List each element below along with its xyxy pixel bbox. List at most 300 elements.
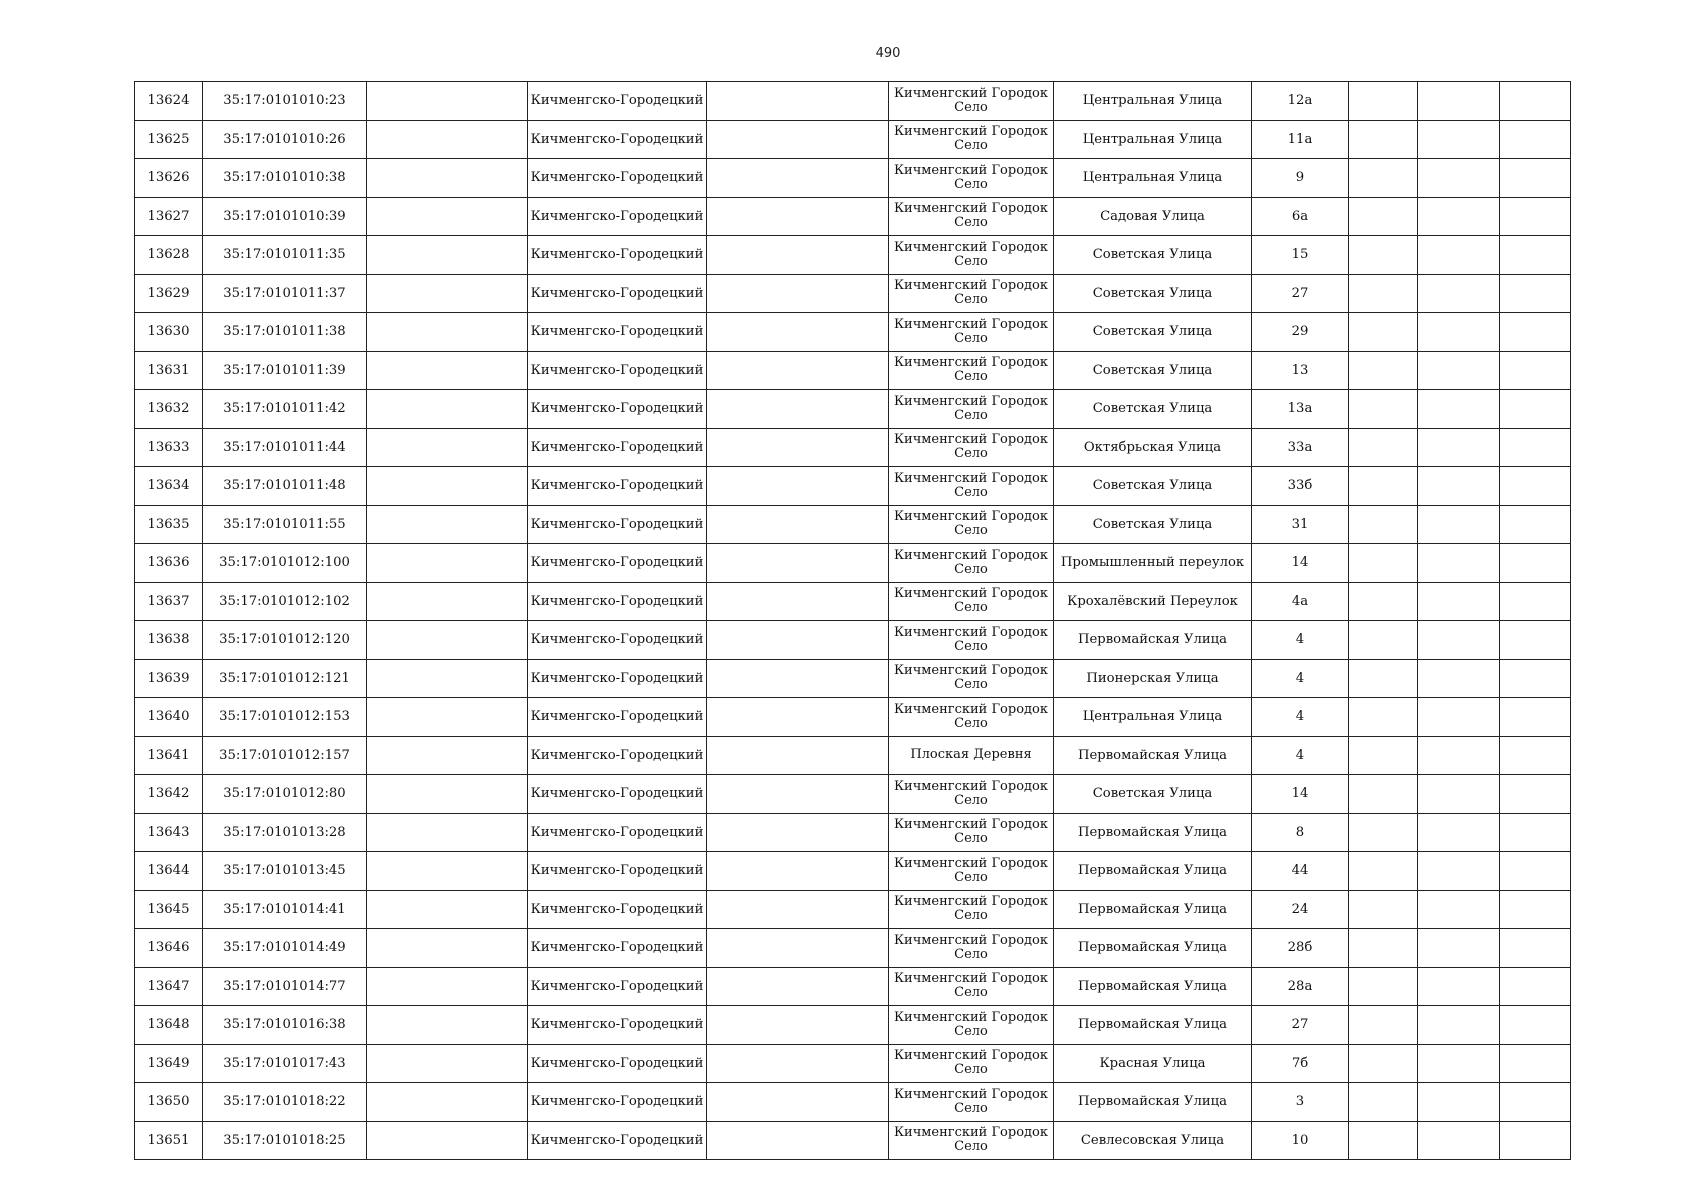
cadastral-number-cell: 35:17:0101011:39: [203, 351, 367, 390]
table-row: [135, 313, 1571, 352]
empty-col-10-cell: [1418, 544, 1500, 583]
cadastral-number-cell: 35:17:0101011:44: [203, 428, 367, 467]
cadastral-number-cell: 35:17:0101012:100: [203, 544, 367, 583]
record-number-cell: 13646: [135, 929, 203, 968]
empty-col-11-cell: [1500, 351, 1571, 390]
table-row: [135, 505, 1571, 544]
empty-col-9-cell: [1349, 428, 1418, 467]
empty-col-9-cell: [1349, 1006, 1418, 1045]
district-cell: Кичменгско-Городецкий: [528, 274, 707, 313]
empty-col-5-cell: [707, 428, 889, 467]
settlement-cell: Кичменгский Городок Село: [889, 659, 1054, 698]
record-number-cell: 13641: [135, 736, 203, 775]
empty-col-3-cell: [367, 659, 528, 698]
empty-col-11-cell: [1500, 274, 1571, 313]
record-number-cell: 13625: [135, 120, 203, 159]
empty-col-11-cell: [1500, 390, 1571, 429]
district-cell: Кичменгско-Городецкий: [528, 659, 707, 698]
settlement-cell: Кичменгский Городок Село: [889, 197, 1054, 236]
settlement-cell: Кичменгский Городок Село: [889, 544, 1054, 583]
settlement-cell: Кичменгский Городок Село: [889, 467, 1054, 506]
record-number-cell: 13633: [135, 428, 203, 467]
district-cell: Кичменгско-Городецкий: [528, 505, 707, 544]
empty-col-9-cell: [1349, 775, 1418, 814]
empty-col-9-cell: [1349, 659, 1418, 698]
record-number-cell: 13649: [135, 1044, 203, 1083]
empty-col-10-cell: [1418, 1006, 1500, 1045]
district-cell: Кичменгско-Городецкий: [528, 582, 707, 621]
empty-col-3-cell: [367, 621, 528, 660]
cadastral-number-cell: 35:17:0101012:153: [203, 698, 367, 737]
empty-col-10-cell: [1418, 351, 1500, 390]
empty-col-10-cell: [1418, 428, 1500, 467]
empty-col-5-cell: [707, 929, 889, 968]
empty-col-9-cell: [1349, 582, 1418, 621]
settlement-cell: Кичменгский Городок Село: [889, 390, 1054, 429]
cadastral-number-cell: 35:17:0101010:26: [203, 120, 367, 159]
district-cell: Кичменгско-Городецкий: [528, 159, 707, 198]
empty-col-3-cell: [367, 890, 528, 929]
district-cell: Кичменгско-Городецкий: [528, 467, 707, 506]
empty-col-5-cell: [707, 505, 889, 544]
house-number-cell: 28а: [1252, 967, 1349, 1006]
street-cell: Советская Улица: [1054, 351, 1252, 390]
cadastral-number-cell: 35:17:0101012:80: [203, 775, 367, 814]
empty-col-10-cell: [1418, 890, 1500, 929]
record-number-cell: 13647: [135, 967, 203, 1006]
empty-col-5-cell: [707, 813, 889, 852]
empty-col-9-cell: [1349, 82, 1418, 121]
settlement-cell: Кичменгский Городок Село: [889, 120, 1054, 159]
table-row: [135, 120, 1571, 159]
empty-col-9-cell: [1349, 390, 1418, 429]
empty-col-10-cell: [1418, 467, 1500, 506]
record-number-cell: 13640: [135, 698, 203, 737]
empty-col-11-cell: [1500, 159, 1571, 198]
settlement-cell: Кичменгский Городок Село: [889, 967, 1054, 1006]
table-row: [135, 159, 1571, 198]
empty-col-3-cell: [367, 351, 528, 390]
empty-col-10-cell: [1418, 236, 1500, 275]
empty-col-5-cell: [707, 351, 889, 390]
empty-col-5-cell: [707, 544, 889, 583]
empty-col-9-cell: [1349, 1083, 1418, 1122]
record-number-cell: 13630: [135, 313, 203, 352]
cadastral-number-cell: 35:17:0101012:102: [203, 582, 367, 621]
settlement-cell: Кичменгский Городок Село: [889, 775, 1054, 814]
cadastral-number-cell: 35:17:0101017:43: [203, 1044, 367, 1083]
empty-col-10-cell: [1418, 736, 1500, 775]
table-row: [135, 390, 1571, 429]
district-cell: Кичменгско-Городецкий: [528, 621, 707, 660]
settlement-cell: Кичменгский Городок Село: [889, 698, 1054, 737]
empty-col-9-cell: [1349, 929, 1418, 968]
empty-col-11-cell: [1500, 197, 1571, 236]
cadastral-number-cell: 35:17:0101011:37: [203, 274, 367, 313]
street-cell: Советская Улица: [1054, 390, 1252, 429]
empty-col-10-cell: [1418, 929, 1500, 968]
settlement-cell: Кичменгский Городок Село: [889, 274, 1054, 313]
record-number-cell: 13650: [135, 1083, 203, 1122]
empty-col-5-cell: [707, 467, 889, 506]
empty-col-10-cell: [1418, 1044, 1500, 1083]
record-number-cell: 13628: [135, 236, 203, 275]
district-cell: Кичменгско-Городецкий: [528, 698, 707, 737]
settlement-cell: Кичменгский Городок Село: [889, 621, 1054, 660]
record-number-cell: 13642: [135, 775, 203, 814]
street-cell: Пионерская Улица: [1054, 659, 1252, 698]
cadastral-number-cell: 35:17:0101011:35: [203, 236, 367, 275]
settlement-cell: Кичменгский Городок Село: [889, 852, 1054, 891]
street-cell: Советская Улица: [1054, 467, 1252, 506]
district-cell: Кичменгско-Городецкий: [528, 120, 707, 159]
cadastral-number-cell: 35:17:0101013:45: [203, 852, 367, 891]
street-cell: Центральная Улица: [1054, 120, 1252, 159]
table-row: [135, 544, 1571, 583]
empty-col-9-cell: [1349, 890, 1418, 929]
record-number-cell: 13624: [135, 82, 203, 121]
empty-col-5-cell: [707, 120, 889, 159]
cadastral-number-cell: 35:17:0101014:49: [203, 929, 367, 968]
empty-col-9-cell: [1349, 621, 1418, 660]
cadastral-number-cell: 35:17:0101012:157: [203, 736, 367, 775]
empty-col-3-cell: [367, 775, 528, 814]
table-row: [135, 813, 1571, 852]
empty-col-11-cell: [1500, 621, 1571, 660]
empty-col-9-cell: [1349, 159, 1418, 198]
empty-col-11-cell: [1500, 505, 1571, 544]
street-cell: Первомайская Улица: [1054, 890, 1252, 929]
cadastral-number-cell: 35:17:0101012:121: [203, 659, 367, 698]
empty-col-11-cell: [1500, 775, 1571, 814]
street-cell: Центральная Улица: [1054, 159, 1252, 198]
empty-col-11-cell: [1500, 736, 1571, 775]
district-cell: Кичменгско-Городецкий: [528, 813, 707, 852]
empty-col-9-cell: [1349, 1121, 1418, 1160]
house-number-cell: 12а: [1252, 82, 1349, 121]
empty-col-11-cell: [1500, 313, 1571, 352]
settlement-cell: Кичменгский Городок Село: [889, 929, 1054, 968]
empty-col-3-cell: [367, 390, 528, 429]
street-cell: Первомайская Улица: [1054, 852, 1252, 891]
record-number-cell: 13632: [135, 390, 203, 429]
empty-col-11-cell: [1500, 120, 1571, 159]
empty-col-9-cell: [1349, 967, 1418, 1006]
empty-col-9-cell: [1349, 852, 1418, 891]
cadastral-number-cell: 35:17:0101010:23: [203, 82, 367, 121]
empty-col-5-cell: [707, 197, 889, 236]
empty-col-5-cell: [707, 659, 889, 698]
empty-col-3-cell: [367, 82, 528, 121]
empty-col-10-cell: [1418, 1121, 1500, 1160]
record-number-cell: 13644: [135, 852, 203, 891]
registry-body: [135, 82, 1571, 1160]
empty-col-11-cell: [1500, 1044, 1571, 1083]
table-row: [135, 852, 1571, 891]
empty-col-3-cell: [367, 236, 528, 275]
table-row: [135, 467, 1571, 506]
empty-col-10-cell: [1418, 197, 1500, 236]
empty-col-3-cell: [367, 274, 528, 313]
house-number-cell: 15: [1252, 236, 1349, 275]
street-cell: Садовая Улица: [1054, 197, 1252, 236]
table-row: [135, 659, 1571, 698]
empty-col-5-cell: [707, 890, 889, 929]
table-row: [135, 197, 1571, 236]
district-cell: Кичменгско-Городецкий: [528, 390, 707, 429]
page-number: 490: [875, 46, 901, 61]
record-number-cell: 13627: [135, 197, 203, 236]
empty-col-10-cell: [1418, 621, 1500, 660]
empty-col-3-cell: [367, 159, 528, 198]
empty-col-11-cell: [1500, 544, 1571, 583]
cadastral-number-cell: 35:17:0101013:28: [203, 813, 367, 852]
table-row: [135, 428, 1571, 467]
district-cell: Кичменгско-Городецкий: [528, 929, 707, 968]
settlement-cell: Кичменгский Городок Село: [889, 505, 1054, 544]
empty-col-3-cell: [367, 582, 528, 621]
empty-col-11-cell: [1500, 929, 1571, 968]
registry-table: [134, 81, 1571, 1160]
table-row: [135, 621, 1571, 660]
empty-col-3-cell: [367, 967, 528, 1006]
empty-col-9-cell: [1349, 313, 1418, 352]
house-number-cell: 3: [1252, 1083, 1349, 1122]
street-cell: Крохалёвский Переулок: [1054, 582, 1252, 621]
district-cell: Кичменгско-Городецкий: [528, 197, 707, 236]
empty-col-10-cell: [1418, 120, 1500, 159]
street-cell: Советская Улица: [1054, 775, 1252, 814]
house-number-cell: 27: [1252, 1006, 1349, 1045]
empty-col-5-cell: [707, 1006, 889, 1045]
empty-col-11-cell: [1500, 428, 1571, 467]
settlement-cell: Кичменгский Городок Село: [889, 890, 1054, 929]
empty-col-5-cell: [707, 582, 889, 621]
empty-col-3-cell: [367, 813, 528, 852]
empty-col-9-cell: [1349, 736, 1418, 775]
street-cell: Первомайская Улица: [1054, 813, 1252, 852]
house-number-cell: 44: [1252, 852, 1349, 891]
street-cell: Красная Улица: [1054, 1044, 1252, 1083]
house-number-cell: 6а: [1252, 197, 1349, 236]
street-cell: Советская Улица: [1054, 274, 1252, 313]
district-cell: Кичменгско-Городецкий: [528, 428, 707, 467]
empty-col-10-cell: [1418, 659, 1500, 698]
empty-col-11-cell: [1500, 467, 1571, 506]
empty-col-5-cell: [707, 1121, 889, 1160]
empty-col-5-cell: [707, 313, 889, 352]
house-number-cell: 28б: [1252, 929, 1349, 968]
settlement-cell: Кичменгский Городок Село: [889, 813, 1054, 852]
cadastral-number-cell: 35:17:0101018:25: [203, 1121, 367, 1160]
empty-col-5-cell: [707, 698, 889, 737]
district-cell: Кичменгско-Городецкий: [528, 236, 707, 275]
house-number-cell: 33а: [1252, 428, 1349, 467]
empty-col-3-cell: [367, 1083, 528, 1122]
record-number-cell: 13634: [135, 467, 203, 506]
empty-col-10-cell: [1418, 967, 1500, 1006]
settlement-cell: Кичменгский Городок Село: [889, 159, 1054, 198]
street-cell: Советская Улица: [1054, 236, 1252, 275]
house-number-cell: 29: [1252, 313, 1349, 352]
record-number-cell: 13643: [135, 813, 203, 852]
empty-col-11-cell: [1500, 852, 1571, 891]
district-cell: Кичменгско-Городецкий: [528, 775, 707, 814]
empty-col-10-cell: [1418, 390, 1500, 429]
district-cell: Кичменгско-Городецкий: [528, 351, 707, 390]
record-number-cell: 13635: [135, 505, 203, 544]
empty-col-5-cell: [707, 852, 889, 891]
table-row: [135, 1083, 1571, 1122]
house-number-cell: 9: [1252, 159, 1349, 198]
empty-col-9-cell: [1349, 351, 1418, 390]
empty-col-10-cell: [1418, 1083, 1500, 1122]
district-cell: Кичменгско-Городецкий: [528, 544, 707, 583]
house-number-cell: 8: [1252, 813, 1349, 852]
cadastral-number-cell: 35:17:0101011:48: [203, 467, 367, 506]
empty-col-9-cell: [1349, 197, 1418, 236]
settlement-cell: Кичменгский Городок Село: [889, 236, 1054, 275]
empty-col-5-cell: [707, 775, 889, 814]
cadastral-number-cell: 35:17:0101014:41: [203, 890, 367, 929]
house-number-cell: 4а: [1252, 582, 1349, 621]
empty-col-3-cell: [367, 467, 528, 506]
district-cell: Кичменгско-Городецкий: [528, 1006, 707, 1045]
empty-col-3-cell: [367, 698, 528, 737]
settlement-cell: Кичменгский Городок Село: [889, 582, 1054, 621]
settlement-cell: Кичменгский Городок Село: [889, 1006, 1054, 1045]
settlement-cell: Кичменгский Городок Село: [889, 1044, 1054, 1083]
house-number-cell: 4: [1252, 698, 1349, 737]
settlement-cell: Кичменгский Городок Село: [889, 428, 1054, 467]
empty-col-10-cell: [1418, 852, 1500, 891]
record-number-cell: 13637: [135, 582, 203, 621]
empty-col-9-cell: [1349, 813, 1418, 852]
empty-col-9-cell: [1349, 698, 1418, 737]
empty-col-11-cell: [1500, 813, 1571, 852]
table-row: [135, 775, 1571, 814]
street-cell: Первомайская Улица: [1054, 621, 1252, 660]
empty-col-3-cell: [367, 1006, 528, 1045]
district-cell: Кичменгско-Городецкий: [528, 313, 707, 352]
empty-col-11-cell: [1500, 82, 1571, 121]
empty-col-10-cell: [1418, 159, 1500, 198]
settlement-cell: Кичменгский Городок Село: [889, 82, 1054, 121]
empty-col-9-cell: [1349, 544, 1418, 583]
house-number-cell: 4: [1252, 659, 1349, 698]
empty-col-5-cell: [707, 82, 889, 121]
table-row: [135, 736, 1571, 775]
empty-col-5-cell: [707, 159, 889, 198]
table-row: [135, 698, 1571, 737]
cadastral-number-cell: 35:17:0101011:38: [203, 313, 367, 352]
record-number-cell: 13638: [135, 621, 203, 660]
cadastral-number-cell: 35:17:0101014:77: [203, 967, 367, 1006]
empty-col-5-cell: [707, 390, 889, 429]
district-cell: Кичменгско-Городецкий: [528, 967, 707, 1006]
district-cell: Кичменгско-Городецкий: [528, 890, 707, 929]
empty-col-5-cell: [707, 236, 889, 275]
table-row: [135, 1006, 1571, 1045]
street-cell: Советская Улица: [1054, 313, 1252, 352]
record-number-cell: 13636: [135, 544, 203, 583]
empty-col-3-cell: [367, 428, 528, 467]
empty-col-5-cell: [707, 274, 889, 313]
empty-col-3-cell: [367, 1121, 528, 1160]
empty-col-9-cell: [1349, 120, 1418, 159]
street-cell: Первомайская Улица: [1054, 967, 1252, 1006]
empty-col-11-cell: [1500, 236, 1571, 275]
district-cell: Кичменгско-Городецкий: [528, 736, 707, 775]
table-row: [135, 274, 1571, 313]
settlement-cell: Кичменгский Городок Село: [889, 1121, 1054, 1160]
house-number-cell: 14: [1252, 775, 1349, 814]
empty-col-3-cell: [367, 544, 528, 583]
district-cell: Кичменгско-Городецкий: [528, 1083, 707, 1122]
empty-col-11-cell: [1500, 1121, 1571, 1160]
record-number-cell: 13626: [135, 159, 203, 198]
empty-col-9-cell: [1349, 505, 1418, 544]
record-number-cell: 13645: [135, 890, 203, 929]
table-row: [135, 351, 1571, 390]
empty-col-11-cell: [1500, 1083, 1571, 1122]
empty-col-3-cell: [367, 736, 528, 775]
table-row: [135, 236, 1571, 275]
empty-col-11-cell: [1500, 890, 1571, 929]
cadastral-number-cell: 35:17:0101012:120: [203, 621, 367, 660]
district-cell: Кичменгско-Городецкий: [528, 852, 707, 891]
cadastral-number-cell: 35:17:0101010:39: [203, 197, 367, 236]
house-number-cell: 11а: [1252, 120, 1349, 159]
settlement-cell: Кичменгский Городок Село: [889, 351, 1054, 390]
empty-col-11-cell: [1500, 967, 1571, 1006]
empty-col-5-cell: [707, 967, 889, 1006]
table-row: [135, 82, 1571, 121]
empty-col-5-cell: [707, 1044, 889, 1083]
empty-col-11-cell: [1500, 698, 1571, 737]
table-row: [135, 929, 1571, 968]
empty-col-10-cell: [1418, 582, 1500, 621]
empty-col-3-cell: [367, 505, 528, 544]
street-cell: Промышленный переулок: [1054, 544, 1252, 583]
empty-col-10-cell: [1418, 505, 1500, 544]
district-cell: Кичменгско-Городецкий: [528, 82, 707, 121]
empty-col-5-cell: [707, 1083, 889, 1122]
table-row: [135, 1121, 1571, 1160]
empty-col-10-cell: [1418, 698, 1500, 737]
empty-col-11-cell: [1500, 659, 1571, 698]
street-cell: Центральная Улица: [1054, 82, 1252, 121]
record-number-cell: 13651: [135, 1121, 203, 1160]
table-row: [135, 967, 1571, 1006]
empty-col-9-cell: [1349, 1044, 1418, 1083]
house-number-cell: 13: [1252, 351, 1349, 390]
street-cell: Советская Улица: [1054, 505, 1252, 544]
street-cell: Первомайская Улица: [1054, 929, 1252, 968]
street-cell: Первомайская Улица: [1054, 736, 1252, 775]
empty-col-3-cell: [367, 852, 528, 891]
district-cell: Кичменгско-Городецкий: [528, 1121, 707, 1160]
house-number-cell: 14: [1252, 544, 1349, 583]
cadastral-number-cell: 35:17:0101016:38: [203, 1006, 367, 1045]
empty-col-11-cell: [1500, 1006, 1571, 1045]
house-number-cell: 33б: [1252, 467, 1349, 506]
district-cell: Кичменгско-Городецкий: [528, 1044, 707, 1083]
house-number-cell: 7б: [1252, 1044, 1349, 1083]
street-cell: Первомайская Улица: [1054, 1083, 1252, 1122]
cadastral-number-cell: 35:17:0101011:42: [203, 390, 367, 429]
record-number-cell: 13631: [135, 351, 203, 390]
